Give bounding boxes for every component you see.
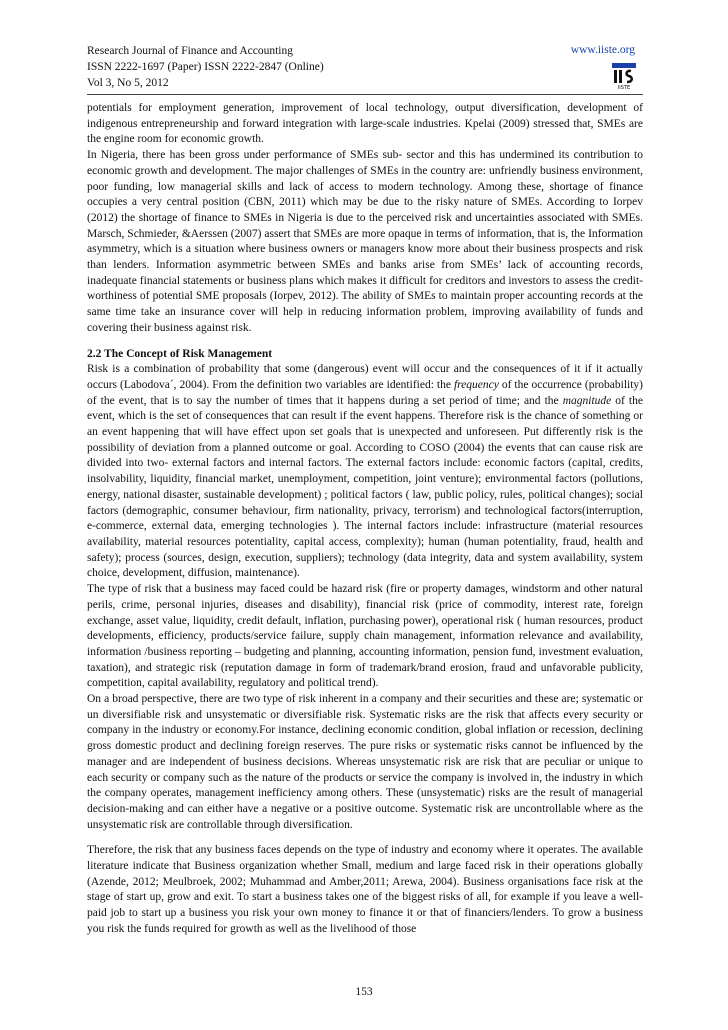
header-divider [87, 94, 643, 95]
article-body [87, 101, 643, 938]
paragraph: potentials for employment generation, improvement of local technology, output diversification, development of indigenous entrepreneurship and forward integration with large-scale industries. Kpelai (2009) stressed that, SMEs are the engine room for economic growth. [87, 102, 643, 146]
paragraph: Therefore, the risk that any business faces depends on the type of industry and economy where it operates. The available literature indicate that Business organization whether Small, medium and large faced risk in their operations globally (Azende, 2012; Meulbroek, 2002; Muhammad and Amber,2011; Arewa, 2004). Business organisations face risk at the stage of start up, grow and exit. To start a business takes one of the biggest risks of all, for example if you leave a well-paid job to start up a business you risk your own money to finance it or that of financiers/lenders. To grow a business you risk the funds required for growth as well as the livelihood of those [87, 844, 643, 935]
journal-title: Research Journal of Finance and Accounting [87, 45, 293, 57]
page-number: 153 [355, 986, 373, 998]
paragraph: The type of risk that a business may faced could be hazard risk (fire or property damages, windstorm and other natural perils, crime, personal injuries, diseases and disability), financial risk (price of commodity, interest rate, foreign exchange, asset value, liquidity, credit default, inflation, purchasing power), operational risk ( human resources, product developments, efficiency, products/service failure, supply chain management, information relevance and availability, information /business reporting – budgeting and planning, accounting information, pension fund, investment evaluation, taxation), and strategic risk (reputation damage in form of trademark/brand erosion, fraud and unfavorable publicity, competition, capital availability, regulatory and political trend). [87, 583, 643, 690]
page-header [87, 43, 643, 93]
issn-line: ISSN 2222-1697 (Paper) ISSN 2222-2847 (Online) [87, 61, 324, 73]
journal-url-link[interactable]: www.iiste.org [570, 44, 635, 56]
paragraph: Risk is a combination of probability that some (dangerous) event will occur and the consequences of it if it actually occurs (Labodova´, 2004). From the definition two variables are identified: the frequency of the occurrence (probability) of the event, that is to say the number of times that it happens during a set period of time; and the magnitude of the event, which is the set of consequences that can result if the event happens. Therefore risk is the chance of something or an event happening that will have effect upon set goals that is unexpected and unforeseen. Put differently risk is the possibility of deviation from a planned outcome or goal. According to COSO (2004) the events that can cause risk are divided into two- external factors and internal factors. The external factors include: economic factors (capital, credits, insolvability, liquidity, financial market, unemployment, competition, joint venture); environmental factors (pollutions, energy, national disaster, sustainable development) ; political factors ( law, public policy, rules, political changes); social factors (demographic, consumer behaviour, firm nationality, privacy, terrorism) and technological factors(interruption, e-commerce, external data, emerging technologies ). The internal factors include: infrastructure (material resources availability, material resources potentiality, capital access, complexity); human (human potentiality, fraud, health and safety); process (sources, design, execution, suppliers); technology (data integrity, data and system availability, system choice, development, diffusion, maintenance). [87, 363, 644, 580]
paragraph: On a broad perspective, there are two type of risk inherent in a company and their securities and these are; systematic or un diversifiable risk and unsystematic or diversifiable risk. Systematic risks are the risk that affects every security or company in the industry or economy.For instance, declining economic condition, global inflation or recession, declining gross domestic product and declining foreign reserves. The pure risks or systematic risks cannot be influenced by the manager and are independent of business decisions. Whereas unsystematic risk are risk that are peculiar or unique to each security or company such as the nature of the products or service the company is involved in, the industry in which the company operates, management inefficiency among others. These (unsystematic) risks are the result of managerial decision-making and can either have a negative or a positive outcome. Systematic risk are uncontrollable where as the unsystematic risk are controllable through diversification. [87, 693, 643, 831]
iiste-logo [611, 62, 637, 90]
section-heading: 2.2 The Concept of Risk Management [87, 347, 273, 360]
logo-text: IISTE [617, 85, 631, 90]
paragraph: In Nigeria, there has been gross under performance of SMEs sub- sector and this has undermined its contribution to economic growth and development. The major challenges of SMEs in the country are: unfriendly business environment, poor funding, low managerial skills and lack of access to modern technology. Among these, shortage of finance occupies a very central position (CBN, 2011) which may be due to the risky nature of SMEs. According to Iorpev (2012) the shortage of finance to SMEs in Nigeria is due to the perceived risk and uncertainties associated with SMEs. Marsch, Schmieder, &Aerssen (2007) assert that SMEs are more opaque in terms of information, that is, the Information asymmetry, which is a situation where business owners or managers know more about their business prospects and risk than lenders. Information asymmetric between SMEs and banks arise from SMEs’ lack of accounting records, inadequate financial statements or business plans which makes it difficult for creditors and investors to assess the credit-worthiness of potential SME proposals (Iorpev, 2012). The ability of SMEs to maintain proper accounting records at the same time take an insurance cover will help in reducing information problem, improving availability of funds and covering their business against risk. [87, 149, 643, 334]
volume-line: Vol 3, No 5, 2012 [87, 77, 169, 89]
